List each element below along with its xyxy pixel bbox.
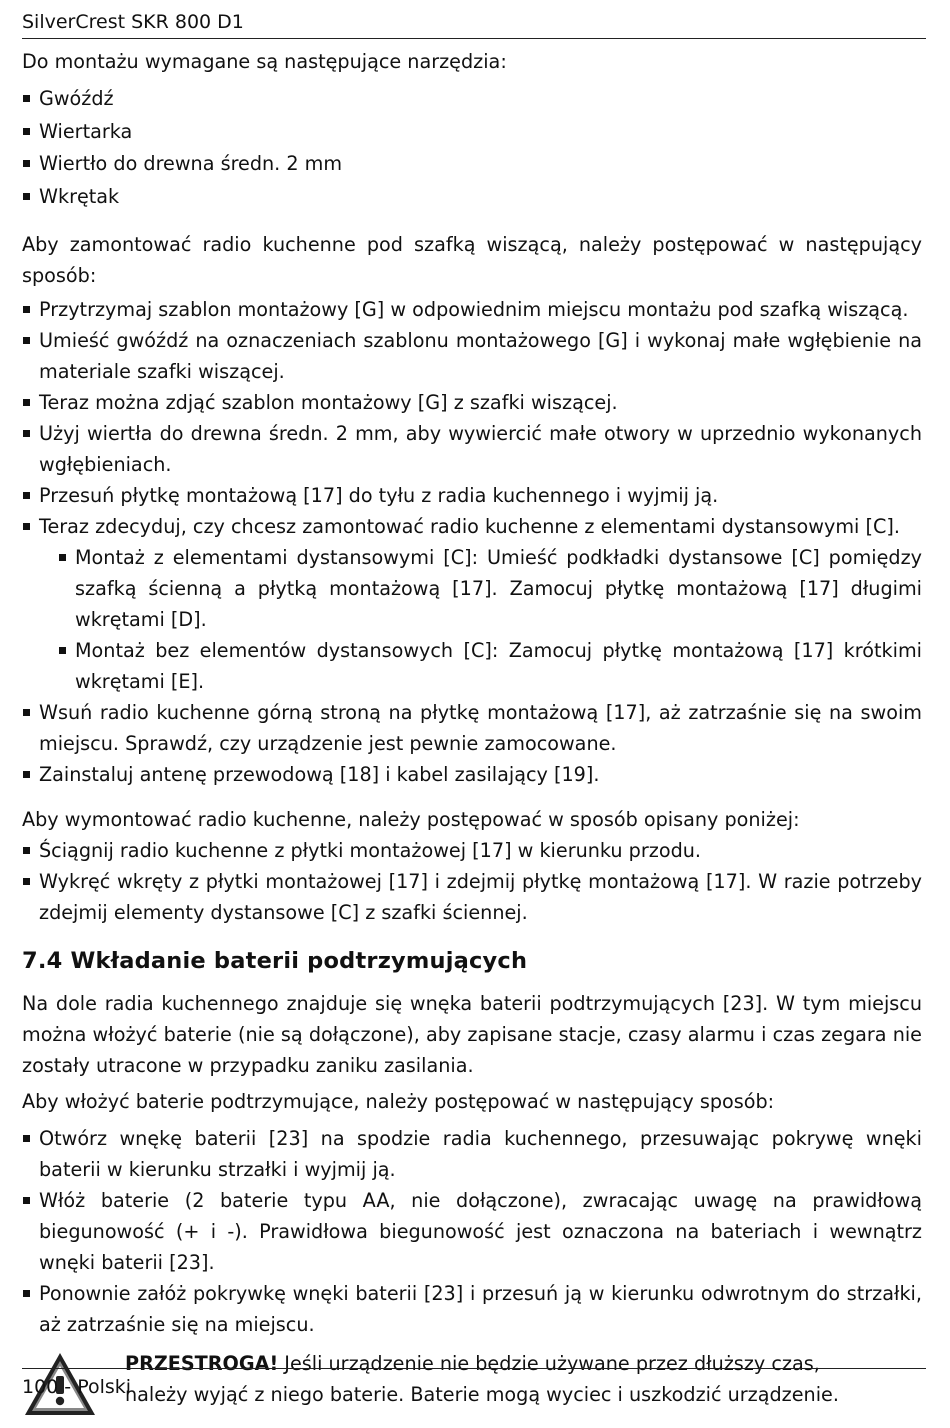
mount-intro: Aby zamontować radio kuchenne pod szafką wiszącą, należy postępować w następujący sposób: xyxy=(22,233,922,287)
page-number: 100 - Polski xyxy=(22,1376,132,1398)
list-item: Wykręć wkręty z płytki montażowej [17] i zdejmij płytkę montażową [17]. W razie potrzeby zdejmij elementy dystansowe [C] z szafki ściennej. xyxy=(22,866,922,928)
list-item: Wsuń radio kuchenne górną stroną na płytkę montażową [17], aż zatrzaśnie się na swoim miejscu. Sprawdź, czy urządzenie jest pewnie zamocowane. xyxy=(22,697,922,759)
list-item: Ponownie załóż pokrywkę wnęki baterii [23] i przesuń ją w kierunku odwrotnym do strzałki, aż zatrzaśnie się na miejscu. xyxy=(22,1278,922,1340)
section-paragraph: Aby włożyć baterie podtrzymujące, należy postępować w następujący sposób: xyxy=(22,1090,775,1113)
list-item: Przesuń płytkę montażową [17] do tyłu z radia kuchennego i wyjmij ją. xyxy=(22,480,922,511)
document-title: SilverCrest SKR 800 D1 xyxy=(22,11,244,33)
list-item: Teraz można zdjąć szablon montażowy [G] z szafki wiszącej. xyxy=(22,387,922,418)
dismount-intro: Aby wymontować radio kuchenne, należy postępować w sposób opisany poniżej: xyxy=(22,808,800,831)
list-item: Montaż z elementami dystansowymi [C]: Umieść podkładki dystansowe [C] pomiędzy szafką ścienną a płytką montażową [17]. Zamocuj płytkę montażową [17] długimi wkrętami [D]. xyxy=(22,542,922,635)
list-item: Umieść gwóźdź na oznaczeniach szablonu montażowego [G] i wykonaj małe wgłębienie na materiale szafki wiszącej. xyxy=(22,325,922,387)
tools-list xyxy=(22,83,922,213)
list-item: Zainstaluj antenę przewodową [18] i kabel zasilający [19]. xyxy=(22,759,922,790)
list-item: Otwórz wnękę baterii [23] na spodzie radia kuchennego, przesuwając pokrywę wnęki baterii w kierunku strzałki i wyjmij ją. xyxy=(22,1123,922,1185)
list-item: Wiertło do drewna średn. 2 mm xyxy=(22,148,922,181)
tools-intro: Do montażu wymagane są następujące narzędzia: xyxy=(22,50,507,73)
section-paragraph: Na dole radia kuchennego znajduje się wnęka baterii podtrzymujących [23]. W tym miejscu można włożyć baterie (nie są dołączone), aby zapisane stacje, czasy alarmu i czas zegara nie zostały utracone w przypadku zaniku zasilania. xyxy=(22,992,922,1077)
dismount-steps xyxy=(22,835,922,928)
mount-substeps xyxy=(22,542,922,697)
battery-steps xyxy=(22,1123,922,1340)
list-item: Wkrętak xyxy=(22,181,922,214)
warning-message: Jeśli urządzenie nie będzie używane przez dłuższy czas, należy wyjąć z niego baterie. Baterie mogą wyciec i uszkodzić urządzenie. xyxy=(125,1352,839,1406)
list-item: Montaż bez elementów dystansowych [C]: Zamocuj płytkę montażową [17] krótkimi wkrętami [E]. xyxy=(22,635,922,697)
mount-steps xyxy=(22,294,922,542)
list-item: Teraz zdecyduj, czy chcesz zamontować radio kuchenne z elementami dystansowymi [C]. xyxy=(22,511,922,542)
list-item: Wiertarka xyxy=(22,116,922,149)
mount-steps-after xyxy=(22,697,922,790)
warning-label: PRZESTROGA! xyxy=(125,1352,279,1375)
page-content xyxy=(22,46,922,1428)
list-item: Ściągnij radio kuchenne z płytki montażowej [17] w kierunku przodu. xyxy=(22,835,922,866)
list-item: Włóż baterie (2 baterie typu AA, nie dołączone), zwracając uwagę na prawidłową biegunowość (+ i -). Prawidłowa biegunowość jest oznaczona na bateriach i wewnątrz wnęki baterii [23]. xyxy=(22,1185,922,1278)
list-item: Gwóźdź xyxy=(22,83,922,116)
page-header xyxy=(22,8,926,39)
list-item: Przytrzymaj szablon montażowy [G] w odpowiednim miejscu montażu pod szafką wiszącą. xyxy=(22,294,922,325)
page-footer xyxy=(22,1368,926,1401)
section-heading: 7.4 Wkładanie baterii podtrzymujących xyxy=(22,948,528,974)
list-item: Użyj wiertła do drewna średn. 2 mm, aby wywiercić małe otwory w uprzednio wykonanych wgłębieniach. xyxy=(22,418,922,480)
